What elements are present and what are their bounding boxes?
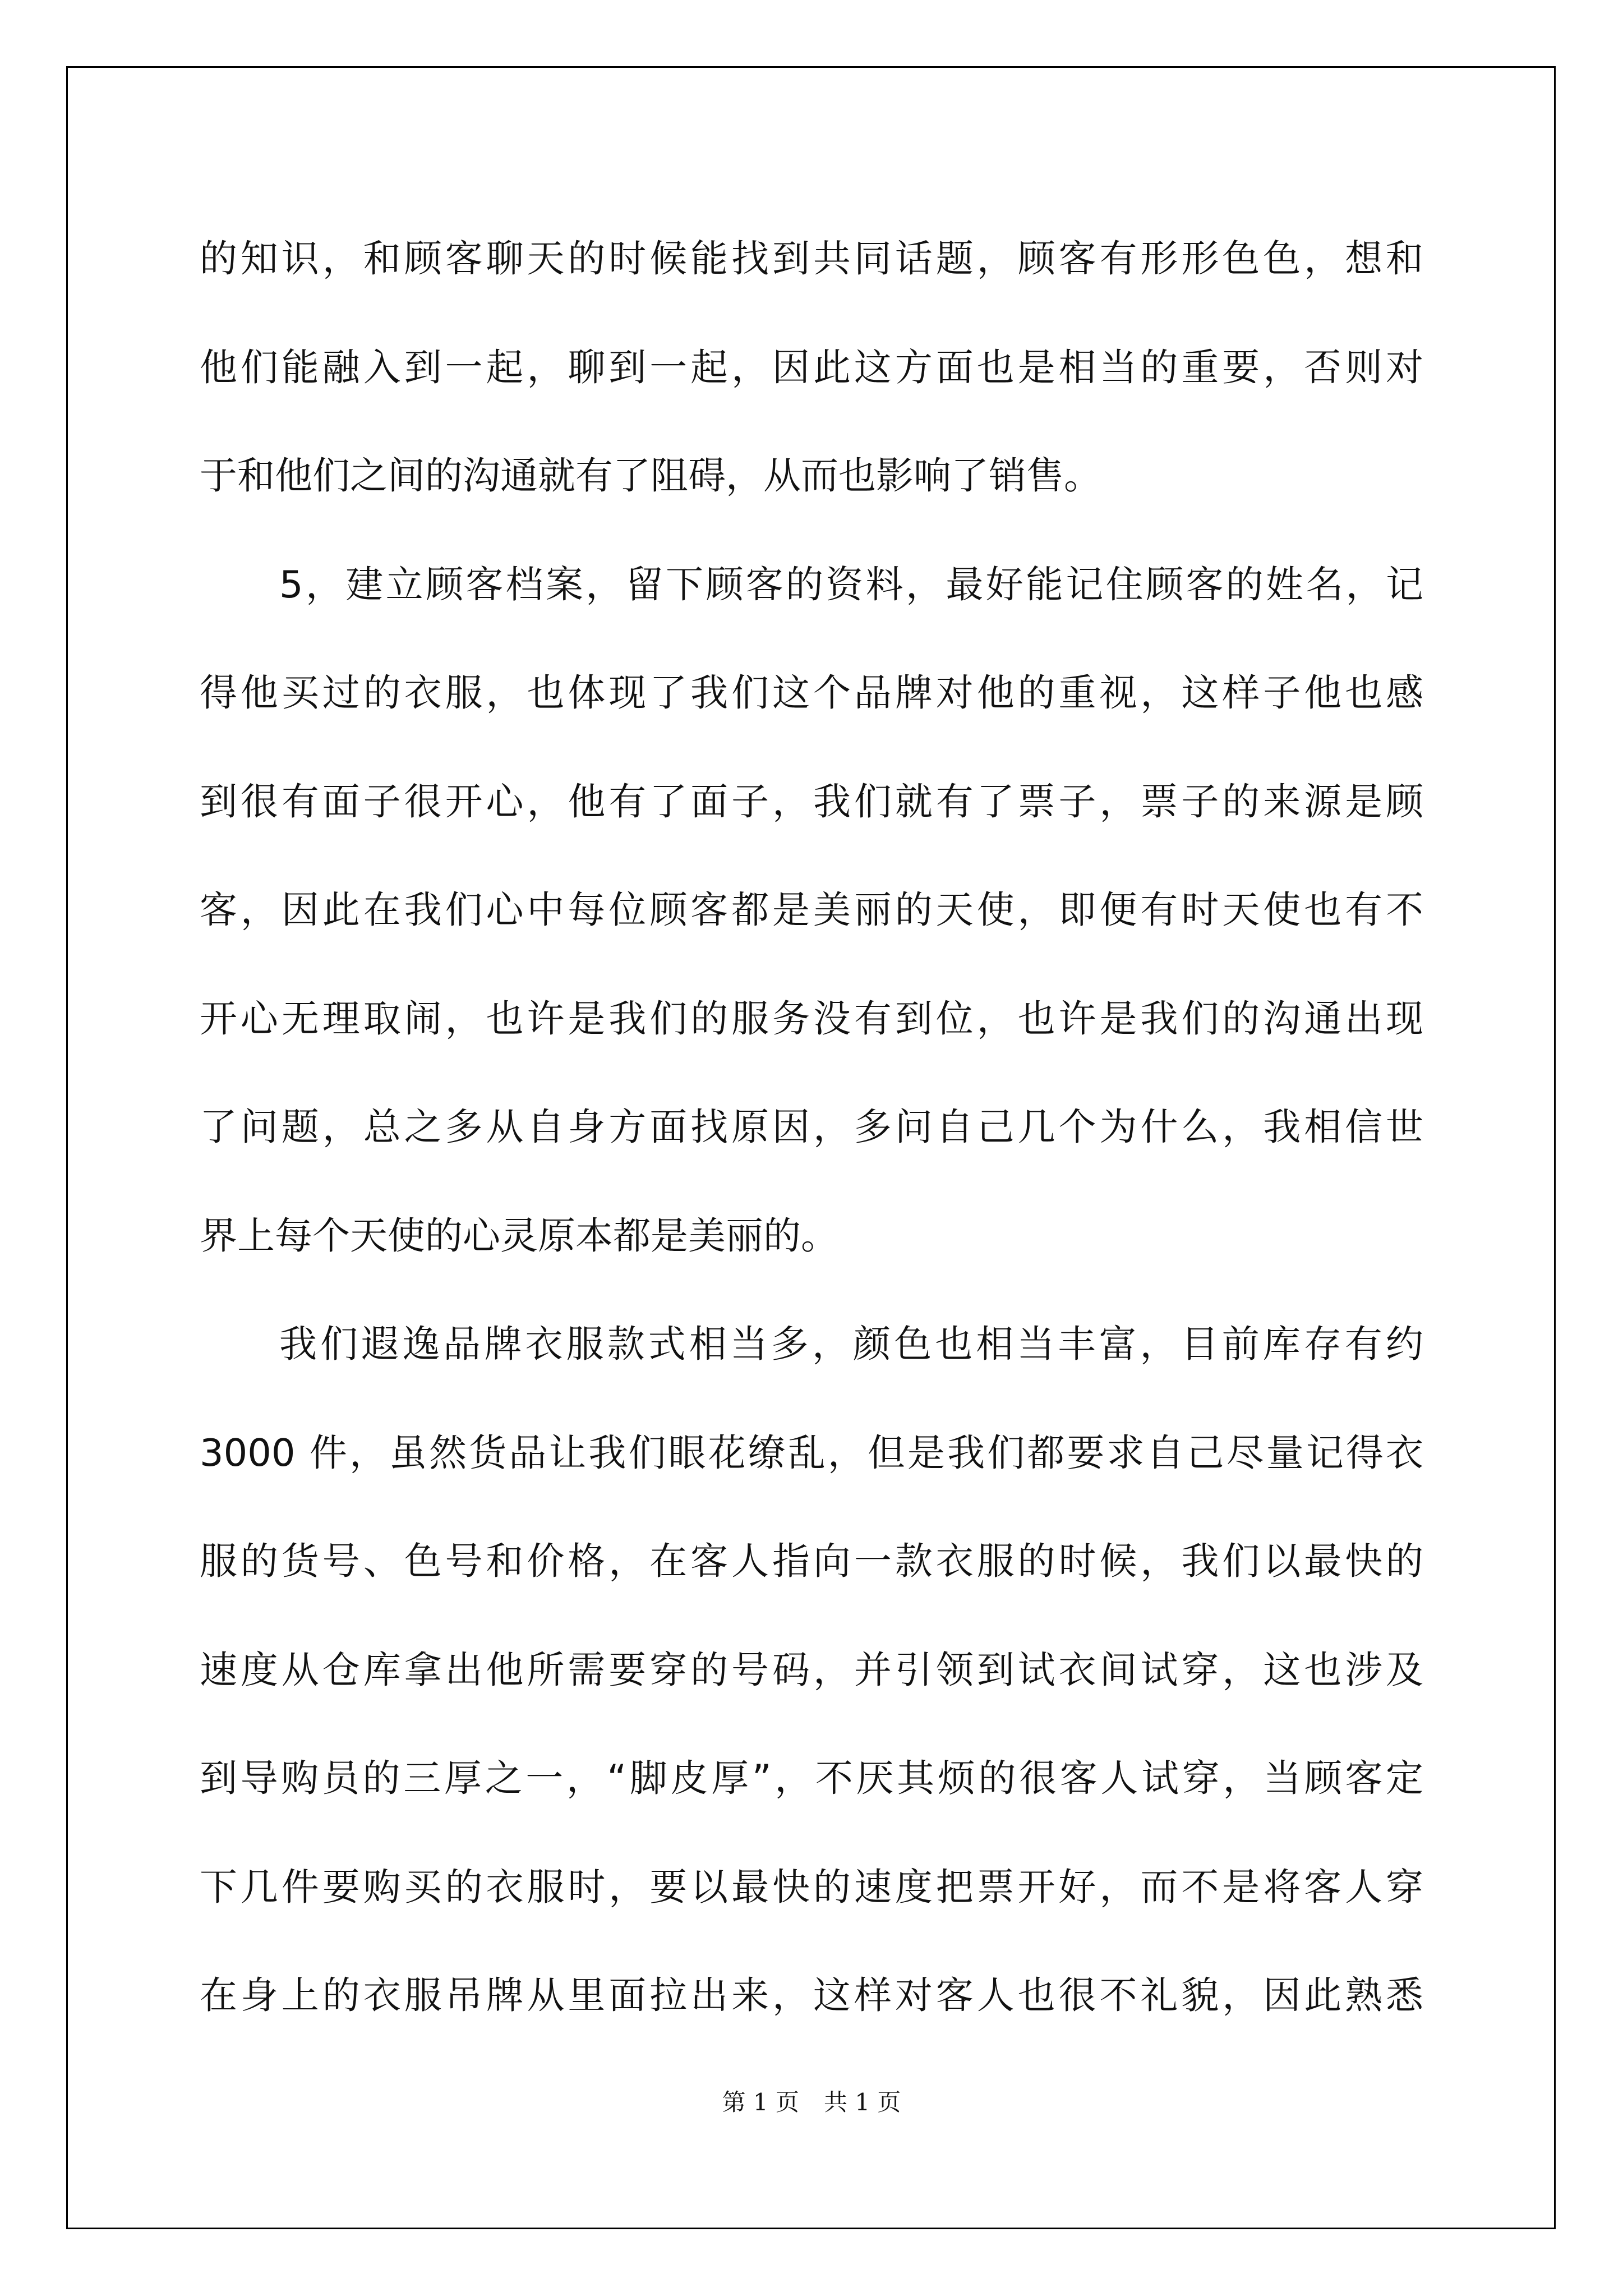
text-line: 下几件要购买的衣服时，要以最快的速度把票开好，而不是将客人穿 [200, 1865, 1423, 1909]
text-line: 开心无理取闹，也许是我们的服务没有到位，也许是我们的沟通出现 [200, 996, 1423, 1041]
text-line: 我们遐逸品牌衣服款式相当多，颜色也相当丰富，目前库存有约 [279, 1322, 1423, 1366]
text-line: 了问题，总之多从自身方面找原因，多问自己几个为什么，我相信世 [200, 1105, 1423, 1149]
text-line: 到很有面子很开心，他有了面子，我们就有了票子，票子的来源是顾 [200, 779, 1423, 823]
text-line: 在身上的衣服吊牌从里面拉出来，这样对客人也很不礼貌，因此熟悉 [200, 1973, 1423, 2017]
text-line: 3000 件，虽然货品让我们眼花缭乱，但是我们都要求自己尽量记得衣 [200, 1430, 1423, 1475]
text-line: 他们能融入到一起，聊到一起，因此这方面也是相当的重要，否则对 [200, 345, 1423, 389]
text-line: 客，因此在我们心中每位顾客都是美丽的天使，即便有时天使也有不 [200, 888, 1423, 932]
text-line: 速度从仓库拿出他所需要穿的号码，并引领到试衣间试穿，这也涉及 [200, 1648, 1423, 1692]
text-line: 服的货号、色号和价格，在客人指向一款衣服的时候，我们以最快的 [200, 1539, 1423, 1583]
text-line: 于和他们之间的沟通就有了阻碍，从而也影响了销售。 [200, 454, 1101, 498]
text-line: 的知识，和顾客聊天的时候能找到共同话题，顾客有形形色色，想和 [200, 237, 1423, 280]
page-footer [0, 2086, 1623, 2119]
page-number: 第 1 页 [722, 2088, 799, 2116]
document-body [200, 205, 1423, 2050]
text-line: 5，建立顾客档案，留下顾客的资料，最好能记住顾客的姓名，记 [279, 562, 1423, 606]
text-line: 界上每个天使的心灵原本都是美丽的。 [200, 1213, 838, 1258]
text-line: 得他买过的衣服，也体现了我们这个品牌对他的重视，这样子他也感 [200, 671, 1423, 715]
page-total: 共 1 页 [824, 2088, 901, 2116]
text-line: 到导购员的三厚之一，“脚皮厚”，不厌其烦的很客人试穿，当顾客定 [200, 1756, 1423, 1800]
